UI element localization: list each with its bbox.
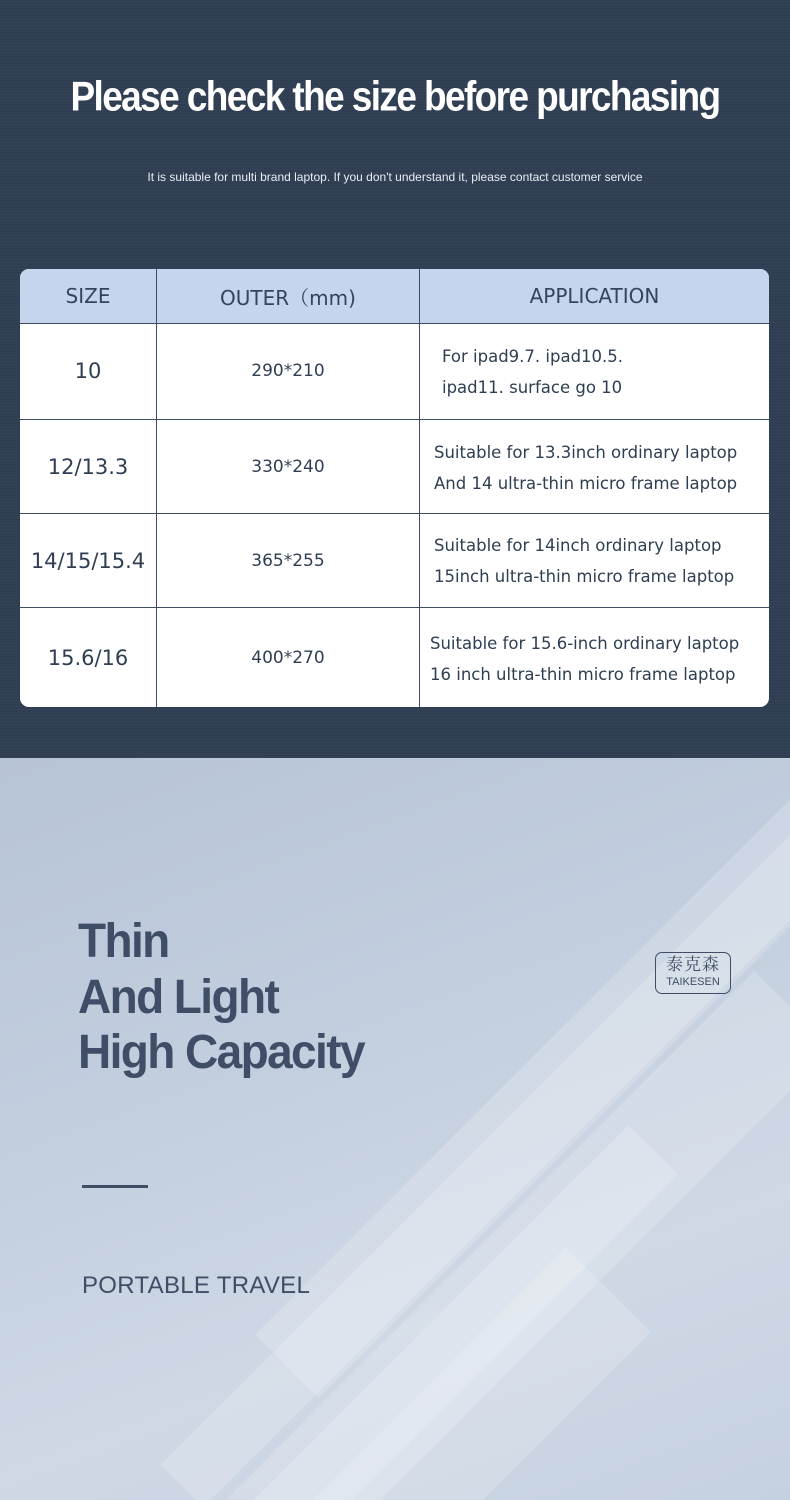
divider-dash (82, 1185, 148, 1188)
application-line: Suitable for 15.6-inch ordinary laptop (430, 634, 740, 653)
brand-name-cn: 泰克森 (666, 955, 720, 975)
column-header-size: SIZE (65, 284, 111, 308)
table-row-3-application (434, 530, 769, 600)
brand-logo (655, 952, 731, 994)
tagline: PORTABLE TRAVEL (82, 1272, 311, 1299)
table-divider (156, 269, 157, 707)
feature-section (0, 758, 790, 1500)
page-subtitle: It is suitable for multi brand laptop. If you don't understand it, please contact customer service (147, 170, 643, 184)
feature-line-capacity: High Capacity (78, 1024, 364, 1079)
table-row-3-size: 14/15/15.4 (30, 548, 146, 573)
application-line: 16 inch ultra-thin micro frame laptop (430, 665, 736, 684)
table-row-2-application (434, 437, 769, 507)
application-line: Suitable for 13.3inch ordinary laptop (434, 443, 738, 462)
column-header-application: APPLICATION (529, 284, 660, 308)
application-line: ipad11. surface go 10 (442, 378, 623, 397)
table-divider (20, 323, 769, 324)
table-row-4-size: 15.6/16 (47, 645, 129, 670)
table-header-row (20, 269, 769, 323)
feature-line-light: And Light (78, 969, 279, 1024)
column-header-outer: OUTER（mm) (220, 285, 356, 310)
page-title: Please check the size before purchasing (70, 73, 720, 120)
table-divider (20, 607, 769, 608)
table-row-1-size: 10 (74, 359, 102, 383)
table-row-4-outer: 400*270 (251, 647, 325, 668)
table-row-2-size: 12/13.3 (47, 454, 129, 479)
table-row-1-outer: 290*210 (251, 361, 325, 381)
table-divider (20, 513, 769, 514)
application-line: And 14 ultra-thin micro frame laptop (434, 474, 738, 493)
table-row-2-outer: 330*240 (251, 456, 325, 477)
application-line: Suitable for 14inch ordinary laptop (434, 536, 722, 555)
brand-name-en: TAIKESEN (666, 976, 720, 988)
feature-line-thin: Thin (78, 913, 169, 968)
size-table (20, 269, 769, 707)
application-line: 15inch ultra-thin micro frame laptop (434, 567, 735, 586)
table-divider (419, 269, 420, 707)
table-row-3-outer: 365*255 (251, 550, 325, 571)
table-row-4-application (430, 628, 769, 698)
application-line: For ipad9.7. ipad10.5. (442, 347, 624, 366)
table-row-1-application (442, 341, 769, 411)
table-divider (20, 419, 769, 420)
